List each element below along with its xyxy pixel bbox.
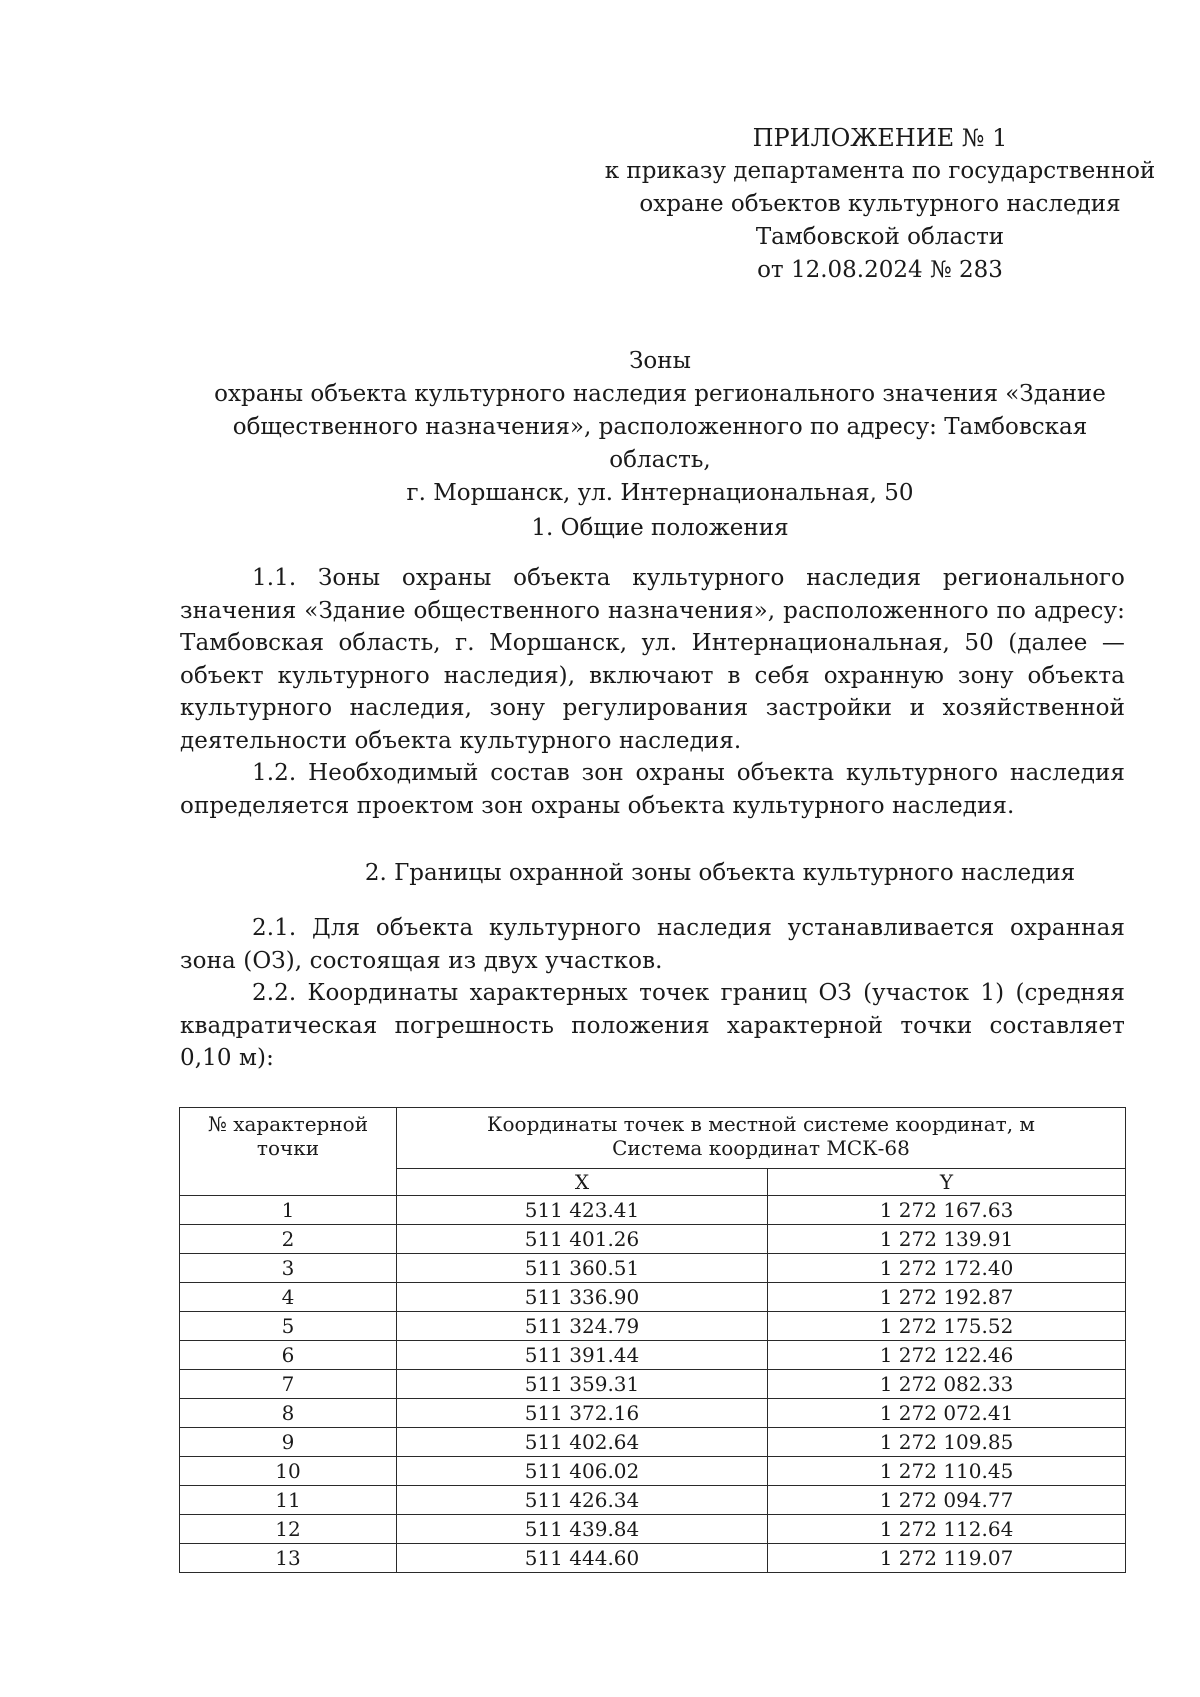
appendix-line-1: к приказу департамента по государственной <box>604 158 1156 184</box>
y-coordinate-cell: 1 272 175.52 <box>768 1312 1126 1341</box>
y-coordinate-cell: 1 272 112.64 <box>768 1515 1126 1544</box>
table-row <box>180 1254 1126 1283</box>
x-coordinate-cell: 511 439.84 <box>397 1515 768 1544</box>
point-number-cell: 8 <box>180 1399 397 1428</box>
y-coordinate-cell: 1 272 122.46 <box>768 1341 1126 1370</box>
x-coordinate-cell: 511 402.64 <box>397 1428 768 1457</box>
x-coordinate-cell: 511 426.34 <box>397 1486 768 1515</box>
paragraph-1-1: 1.1. Зоны охраны объекта культурного наследия регионального значения «Здание общественного назначения», расположенного по адресу: Тамбовская область, г. Моршанск, ул. Интернациональная, 50 (далее — объект культурного наследия), включают в себя охранную зону объекта культурного наследия, зону регулирования застройки и хозяйственной деятельности объекта культурного наследия. <box>180 565 1125 754</box>
point-number-cell: 1 <box>180 1196 397 1225</box>
table-row <box>180 1428 1126 1457</box>
appendix-line-4: от 12.08.2024 № 283 <box>757 257 1003 283</box>
y-coordinate-cell: 1 272 119.07 <box>768 1544 1126 1573</box>
y-coordinate-cell: 1 272 082.33 <box>768 1370 1126 1399</box>
coordinates-table <box>179 1107 1126 1573</box>
point-number-cell: 5 <box>180 1312 397 1341</box>
point-number-cell: 6 <box>180 1341 397 1370</box>
header-coordinates-line-2: Система координат МСК-68 <box>612 1136 910 1160</box>
y-coordinate-cell: 1 272 167.63 <box>768 1196 1126 1225</box>
point-number-cell: 3 <box>180 1254 397 1283</box>
point-number-cell: 2 <box>180 1225 397 1254</box>
x-coordinate-cell: 511 324.79 <box>397 1312 768 1341</box>
y-coordinate-cell: 1 272 072.41 <box>768 1399 1126 1428</box>
title-line-4: г. Моршанск, ул. Интернациональная, 50 <box>406 480 914 506</box>
header-x: X <box>397 1169 768 1196</box>
coordinates-table-body <box>180 1196 1126 1573</box>
section-1-heading: 1. Общие положения <box>531 515 789 541</box>
point-number-cell: 4 <box>180 1283 397 1312</box>
section-2-heading: 2. Границы охранной зоны объекта культурного наследия <box>364 860 1076 886</box>
table-row <box>180 1544 1126 1573</box>
y-coordinate-cell: 1 272 192.87 <box>768 1283 1126 1312</box>
table-row <box>180 1399 1126 1428</box>
title-line-2: охраны объекта культурного наследия регионального значения «Здание <box>214 381 1106 407</box>
header-coordinates <box>397 1108 1126 1169</box>
y-coordinate-cell: 1 272 110.45 <box>768 1457 1126 1486</box>
table-row <box>180 1457 1126 1486</box>
table-row <box>180 1341 1126 1370</box>
paragraph-2-1: 2.1. Для объекта культурного наследия устанавливается охранная зона (ОЗ), состоящая из двух участков. <box>180 915 1125 974</box>
table-row <box>180 1225 1126 1254</box>
header-coordinates-line-1: Координаты точек в местной системе координат, м <box>487 1112 1035 1136</box>
x-coordinate-cell: 511 406.02 <box>397 1457 768 1486</box>
paragraph-1-2: 1.2. Необходимый состав зон охраны объекта культурного наследия определяется проектом зон охраны объекта культурного наследия. <box>180 760 1125 819</box>
header-point-number <box>180 1108 397 1196</box>
point-number-cell: 7 <box>180 1370 397 1399</box>
document-title <box>180 345 1140 510</box>
x-coordinate-cell: 511 336.90 <box>397 1283 768 1312</box>
x-coordinate-cell: 511 401.26 <box>397 1225 768 1254</box>
appendix-title: ПРИЛОЖЕНИЕ № 1 <box>752 124 1008 152</box>
y-coordinate-cell: 1 272 109.85 <box>768 1428 1126 1457</box>
x-coordinate-cell: 511 360.51 <box>397 1254 768 1283</box>
table-row <box>180 1196 1126 1225</box>
y-coordinate-cell: 1 272 094.77 <box>768 1486 1126 1515</box>
header-point-number-line-1: № характерной <box>207 1112 369 1136</box>
point-number-cell: 11 <box>180 1486 397 1515</box>
point-number-cell: 12 <box>180 1515 397 1544</box>
table-row <box>180 1283 1126 1312</box>
appendix-line-3: Тамбовской области <box>755 224 1005 250</box>
x-coordinate-cell: 511 444.60 <box>397 1544 768 1573</box>
x-coordinate-cell: 511 359.31 <box>397 1370 768 1399</box>
table-row <box>180 1312 1126 1341</box>
point-number-cell: 10 <box>180 1457 397 1486</box>
appendix-header <box>580 122 1180 287</box>
appendix-line-2: охране объектов культурного наследия <box>639 191 1121 217</box>
header-point-number-line-2: точки <box>256 1136 320 1160</box>
paragraph-2-2: 2.2. Координаты характерных точек границ ОЗ (участок 1) (средняя квадратическая погрешность положения характерной точки составляет 0,10 м): <box>180 980 1125 1071</box>
point-number-cell: 13 <box>180 1544 397 1573</box>
table-row <box>180 1515 1126 1544</box>
table-row <box>180 1486 1126 1515</box>
title-line-3: общественного назначения», расположенного по адресу: Тамбовская область, <box>232 414 1088 473</box>
table-row <box>180 1370 1126 1399</box>
y-coordinate-cell: 1 272 139.91 <box>768 1225 1126 1254</box>
x-coordinate-cell: 511 372.16 <box>397 1399 768 1428</box>
y-coordinate-cell: 1 272 172.40 <box>768 1254 1126 1283</box>
x-coordinate-cell: 511 391.44 <box>397 1341 768 1370</box>
point-number-cell: 9 <box>180 1428 397 1457</box>
title-line-1: Зоны <box>629 348 691 374</box>
x-coordinate-cell: 511 423.41 <box>397 1196 768 1225</box>
header-y: Y <box>768 1169 1126 1196</box>
